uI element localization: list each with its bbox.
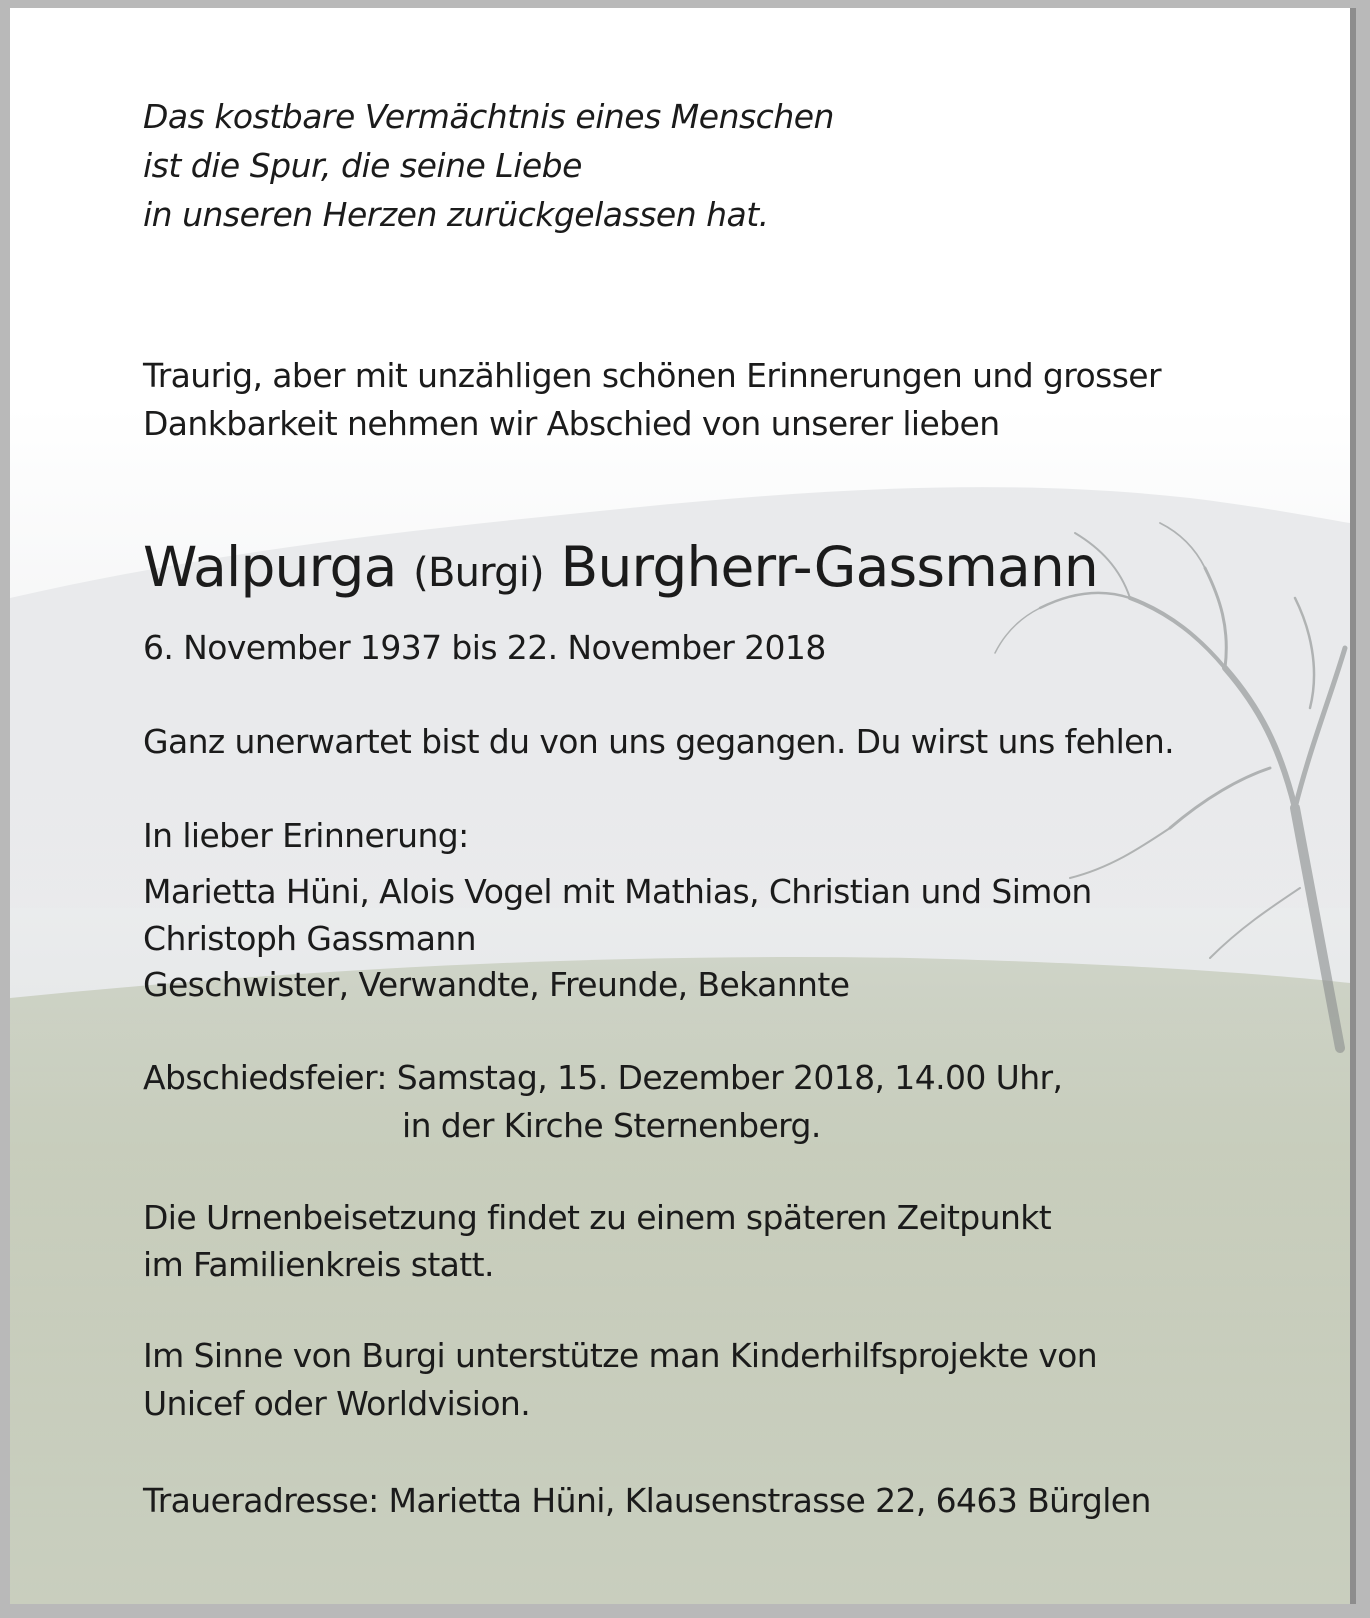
intro-line-2: Dankbarkeit nehmen wir Abschied von unserer lieben xyxy=(143,404,1000,443)
motto-line-3: in unseren Herzen zurückgelassen hat. xyxy=(143,195,769,234)
mourners-line-1: Marietta Hüni, Alois Vogel mit Mathias, Christian und Simon xyxy=(143,872,1092,911)
intro-line-1: Traurig, aber mit unzähligen schönen Erinnerungen und grosser xyxy=(143,356,1161,395)
deceased-nickname: (Burgi) xyxy=(413,550,544,596)
ceremony-line-1 xyxy=(143,1054,1062,1102)
ceremony-location: in der Kirche Sternenberg. xyxy=(402,1106,821,1145)
mourners-line-2: Christoph Gassmann xyxy=(143,919,476,958)
donation-line-2: Unicef oder Worldvision. xyxy=(143,1384,531,1423)
ceremony-date: Samstag, 15. Dezember 2018, 14.00 Uhr, xyxy=(396,1058,1063,1097)
mourners-heading: In lieber Erinnerung: xyxy=(143,816,469,855)
burial-line-2: im Familienkreis statt. xyxy=(143,1245,494,1284)
motto-line-2: ist die Spur, die seine Liebe xyxy=(143,146,582,185)
farewell-text: Ganz unerwartet bist du von uns gegangen. Du wirst uns fehlen. xyxy=(143,722,1175,761)
life-dates: 6. November 1937 bis 22. November 2018 xyxy=(143,628,826,667)
donation-line-1: Im Sinne von Burgi unterstütze man Kinderhilfsprojekte von xyxy=(143,1336,1098,1375)
deceased-surname: Burgherr-Gassmann xyxy=(560,535,1098,599)
notice-text xyxy=(10,8,1350,1604)
mourning-address: Traueradresse: Marietta Hüni, Klausenstrasse 22, 6463 Bürglen xyxy=(143,1481,1151,1520)
ceremony-label: Abschiedsfeier: xyxy=(143,1058,387,1097)
deceased-name xyxy=(143,532,1098,608)
mourners-line-3: Geschwister, Verwandte, Freunde, Bekannte xyxy=(143,965,850,1004)
obituary-notice xyxy=(10,8,1356,1604)
motto-line-1: Das kostbare Vermächtnis eines Menschen xyxy=(143,97,834,136)
burial-line-1: Die Urnenbeisetzung findet zu einem späteren Zeitpunkt xyxy=(143,1198,1052,1237)
deceased-first-name: Walpurga xyxy=(143,535,397,599)
